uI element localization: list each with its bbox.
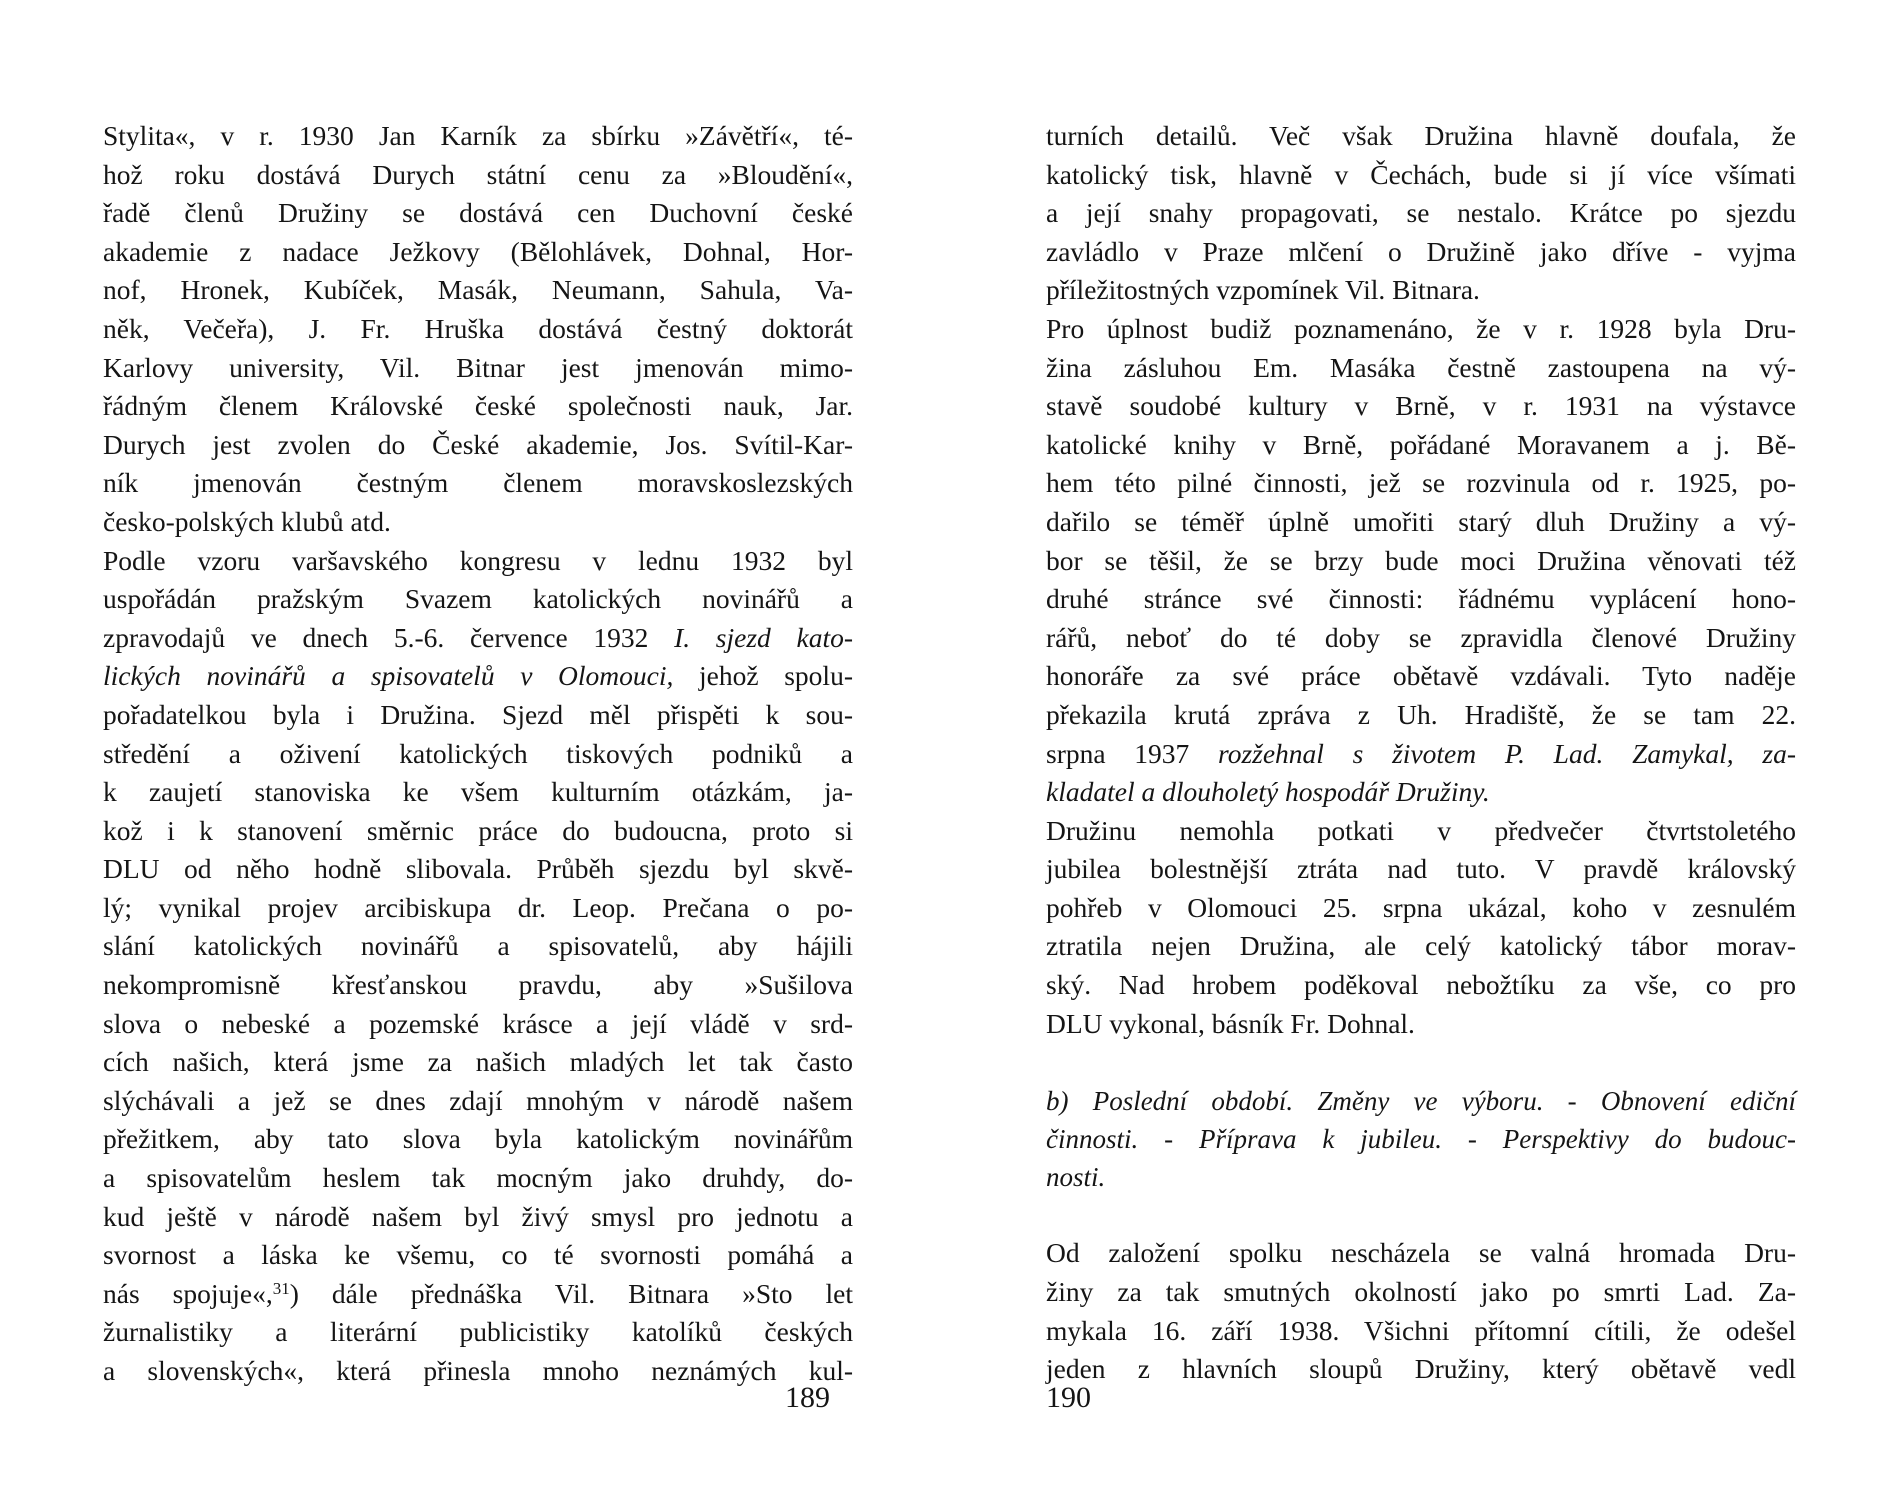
text-line — [1046, 657, 1796, 696]
text-line — [103, 271, 853, 310]
text-segment: katolický tisk, hlavně v Čechách, bude si jí více všímati — [1046, 158, 1796, 190]
text-line — [103, 426, 853, 465]
text-segment: DLU od něho hodně slibovala. Průběh sjezdu byl skvě- — [103, 853, 853, 885]
text-segment: řádným členem Královské české společnosti nauk, Jar. — [103, 390, 853, 422]
text-line — [103, 194, 853, 233]
text-segment: nás spojuje«, — [103, 1277, 273, 1309]
text-segment: něk, Večeřa), J. Fr. Hruška dostává čestný doktorát — [103, 312, 853, 344]
text-segment: zpravodajů ve dnech 5.-6. července 1932 — [103, 621, 675, 653]
text-segment: dařilo se téměř úplně umořiti starý dluh Družiny a vý- — [1046, 505, 1796, 537]
text-segment: lických novinářů a spisovatelů v Olomouci, — [103, 660, 674, 692]
text-segment: jeden z hlavních sloupů Družiny, který obětavě vedl — [1046, 1353, 1796, 1385]
left-page-text — [103, 117, 853, 1391]
text-segment: stavě soudobé kultury v Brně, v r. 1931 na výstavce — [1046, 390, 1796, 422]
text-segment: lý; vynikal projev arcibiskupa dr. Leop. Prečana o po- — [103, 891, 853, 923]
text-line — [103, 310, 853, 349]
page-number-left: 189 — [785, 1381, 830, 1414]
section-heading — [1046, 1082, 1796, 1196]
text-line — [103, 889, 853, 928]
text-line — [103, 696, 853, 735]
text-segment: I. sjezd kato- — [674, 621, 853, 653]
text-segment: Durych jest zvolen do České akademie, Jos. Svítil-Kar- — [103, 428, 853, 460]
text-segment: rářů, neboť do té doby se zpravidla členové Družiny — [1046, 621, 1796, 653]
text-segment: Karlovy university, Vil. Bitnar jest jmenován mimo- — [103, 351, 853, 383]
text-segment: jubilea bolestnější ztráta nad tuto. V pravdě královský — [1046, 853, 1796, 885]
text-line — [103, 773, 853, 812]
right-page — [1046, 117, 1796, 1389]
text-segment: Pro úplnost budiž poznamenáno, že v r. 1928 byla Dru- — [1046, 312, 1796, 344]
text-line — [103, 387, 853, 426]
text-line — [1046, 233, 1796, 272]
text-line — [103, 503, 853, 542]
text-segment: mykala 16. září 1938. Všichni přítomní cítili, že odešel — [1046, 1314, 1796, 1346]
text-line — [103, 927, 853, 966]
text-segment: nof, Hronek, Kubíček, Masák, Neumann, Sahula, Va- — [103, 274, 853, 306]
text-segment: Stylita«, v r. 1930 Jan Karník za sbírku »Závětří«, té- — [103, 120, 853, 151]
text-segment: řadě členů Družiny se dostává cen Duchovní české — [103, 197, 853, 229]
text-line — [103, 1352, 853, 1391]
text-line — [103, 580, 853, 619]
text-segment: Družinu nemohla potkati v předvečer čtvrtstoletého — [1046, 814, 1796, 846]
text-line — [1046, 696, 1796, 735]
text-line — [1046, 619, 1796, 658]
right-page-text — [1046, 117, 1796, 1043]
text-line — [103, 156, 853, 195]
text-segment: Podle vzoru varšavského kongresu v lednu 1932 byl — [103, 544, 853, 576]
text-line — [1046, 850, 1796, 889]
text-line — [1046, 387, 1796, 426]
text-segment: středění a oživení katolických tiskových podniků a — [103, 737, 853, 769]
text-segment: jehož spolu- — [673, 660, 853, 692]
text-segment: DLU vykonal, básník Fr. Dohnal. — [1046, 1007, 1415, 1039]
blank-line — [1046, 1196, 1796, 1235]
text-line — [1046, 1234, 1796, 1273]
section-heading-line: b) Poslední období. Změny ve výboru. - Obnovení ediční — [1046, 1085, 1796, 1116]
text-line — [103, 1198, 853, 1237]
text-line — [1046, 117, 1796, 156]
text-line — [1046, 735, 1796, 774]
text-segment: slání katolických novinářů a spisovatelů, aby hájili — [103, 930, 853, 962]
text-segment: druhé stránce své činnosti: řádnému vyplácení hono- — [1046, 583, 1796, 615]
text-segment: kož i k stanovení směrnic práce do budoucna, proto si — [103, 814, 853, 846]
text-segment: uspořádán pražským Svazem katolických novinářů a — [103, 583, 853, 615]
text-segment: žina zásluhou Em. Masáka čestně zastoupena na vý- — [1046, 351, 1796, 383]
text-segment: kladatel a dlouholetý hospodář Družiny. — [1046, 776, 1490, 808]
text-segment: a její snahy propagovati, se nestalo. Krátce po sjezdu — [1046, 197, 1796, 229]
text-segment: česko-polských klubů atd. — [103, 505, 391, 537]
text-segment: a spisovatelům heslem tak mocným jako druhdy, do- — [103, 1162, 853, 1194]
text-segment: kud ještě v národě našem byl živý smysl pro jednotu a — [103, 1200, 853, 1232]
text-line — [1046, 426, 1796, 465]
text-segment: turních detailů. Več však Družina hlavně doufala, že — [1046, 120, 1796, 151]
text-segment: ník jmenován čestným členem moravskoslezských — [103, 467, 853, 499]
text-line — [103, 619, 853, 658]
text-segment: pořadatelkou byla i Družina. Sjezd měl přispěti k sou- — [103, 698, 853, 730]
text-line — [103, 1159, 853, 1198]
text-segment: k zaujetí stanoviska ke všem kulturním otázkám, ja- — [103, 776, 853, 808]
page-number-right: 190 — [1046, 1381, 1091, 1414]
left-page — [103, 117, 853, 1391]
text-segment: honoráře za své práce obětavě vzdávali. Tyto naděje — [1046, 660, 1796, 692]
text-line — [103, 233, 853, 272]
text-line — [1046, 503, 1796, 542]
text-segment: Od založení spolku nescházela se valná hromada Dru- — [1046, 1237, 1796, 1269]
text-line — [103, 657, 853, 696]
text-segment: ský. Nad hrobem poděkoval nebožtíku za vše, co pro — [1046, 969, 1796, 1001]
text-segment: příležitostných vzpomínek Vil. Bitnara. — [1046, 274, 1480, 306]
text-line — [1046, 310, 1796, 349]
text-line — [1046, 889, 1796, 928]
text-line — [103, 966, 853, 1005]
text-line — [1046, 194, 1796, 233]
text-segment: zavládlo v Praze mlčení o Družině jako dříve - vyjma — [1046, 235, 1796, 267]
blank-line — [1046, 1043, 1796, 1082]
text-segment: pohřeb v Olomouci 25. srpna ukázal, koho v zesnulém — [1046, 891, 1796, 923]
text-segment: cích našich, která jsme za našich mladých let tak často — [103, 1046, 853, 1078]
text-segment: svornost a láska ke všemu, co té svornosti pomáhá a — [103, 1239, 853, 1271]
text-segment: srpna 1937 — [1046, 737, 1219, 769]
text-line — [103, 542, 853, 581]
text-line — [103, 1236, 853, 1275]
text-segment: ) dále přednáška Vil. Bitnara »Sto let — [289, 1277, 853, 1309]
text-line — [1046, 1273, 1796, 1312]
text-line — [1046, 542, 1796, 581]
text-line — [1046, 580, 1796, 619]
text-line — [1046, 1005, 1796, 1044]
text-segment: překazila krutá zpráva z Uh. Hradiště, že se tam 22. — [1046, 698, 1796, 730]
text-line — [1046, 966, 1796, 1005]
text-segment: slýchávali a jež se dnes zdají mnohým v národě našem — [103, 1084, 853, 1116]
section-heading-line: nosti. — [1046, 1161, 1106, 1192]
text-line — [1046, 271, 1796, 310]
text-line — [1046, 1350, 1796, 1389]
text-line — [103, 850, 853, 889]
right-page-text-continued — [1046, 1234, 1796, 1388]
text-line — [103, 1313, 853, 1352]
text-line — [103, 1120, 853, 1159]
text-segment: ztratila nejen Družina, ale celý katolický tábor morav- — [1046, 930, 1796, 962]
text-segment: akademie z nadace Ježkovy (Bělohlávek, Dohnal, Hor- — [103, 235, 853, 267]
footnote-ref: 31 — [272, 1278, 290, 1298]
text-line — [103, 1043, 853, 1082]
text-line — [103, 1005, 853, 1044]
text-segment: bor se těšil, že se brzy bude moci Družina věnovati též — [1046, 544, 1796, 576]
text-line — [1046, 349, 1796, 388]
text-segment: a slovenských«, která přinesla mnoho neznámých kul- — [103, 1355, 853, 1386]
text-segment: žurnalistiky a literární publicistiky katolíků českých — [103, 1316, 853, 1348]
text-line — [1046, 812, 1796, 851]
text-segment: katolické knihy v Brně, pořádané Moravanem a j. Bě- — [1046, 428, 1796, 460]
text-line — [103, 117, 853, 156]
text-line — [1046, 464, 1796, 503]
text-line — [103, 812, 853, 851]
text-segment: slova o nebeské a pozemské krásce a její vládě v srd- — [103, 1007, 853, 1039]
text-line — [103, 1275, 853, 1314]
text-segment: hem této pilné činnosti, jež se rozvinula od r. 1925, po- — [1046, 467, 1796, 499]
text-line — [1046, 1312, 1796, 1351]
text-segment: rozžehnal s životem P. Lad. Zamykal, za- — [1218, 737, 1796, 769]
text-segment: hož roku dostává Durych státní cenu za »Bloudění«, — [103, 158, 853, 190]
text-line — [103, 735, 853, 774]
text-line — [1046, 927, 1796, 966]
text-segment: přežitkem, aby tato slova byla katolickým novinářům — [103, 1123, 853, 1155]
section-heading-line: činnosti. - Příprava k jubileu. - Perspektivy do budouc- — [1046, 1123, 1796, 1154]
text-line — [103, 1082, 853, 1121]
text-line — [1046, 773, 1796, 812]
text-line — [103, 349, 853, 388]
text-segment: žiny za tak smutných okolností jako po smrti Lad. Za- — [1046, 1276, 1796, 1308]
text-line — [1046, 156, 1796, 195]
text-segment: nekompromisně křesťanskou pravdu, aby »Sušilova — [103, 969, 853, 1001]
text-line — [103, 464, 853, 503]
